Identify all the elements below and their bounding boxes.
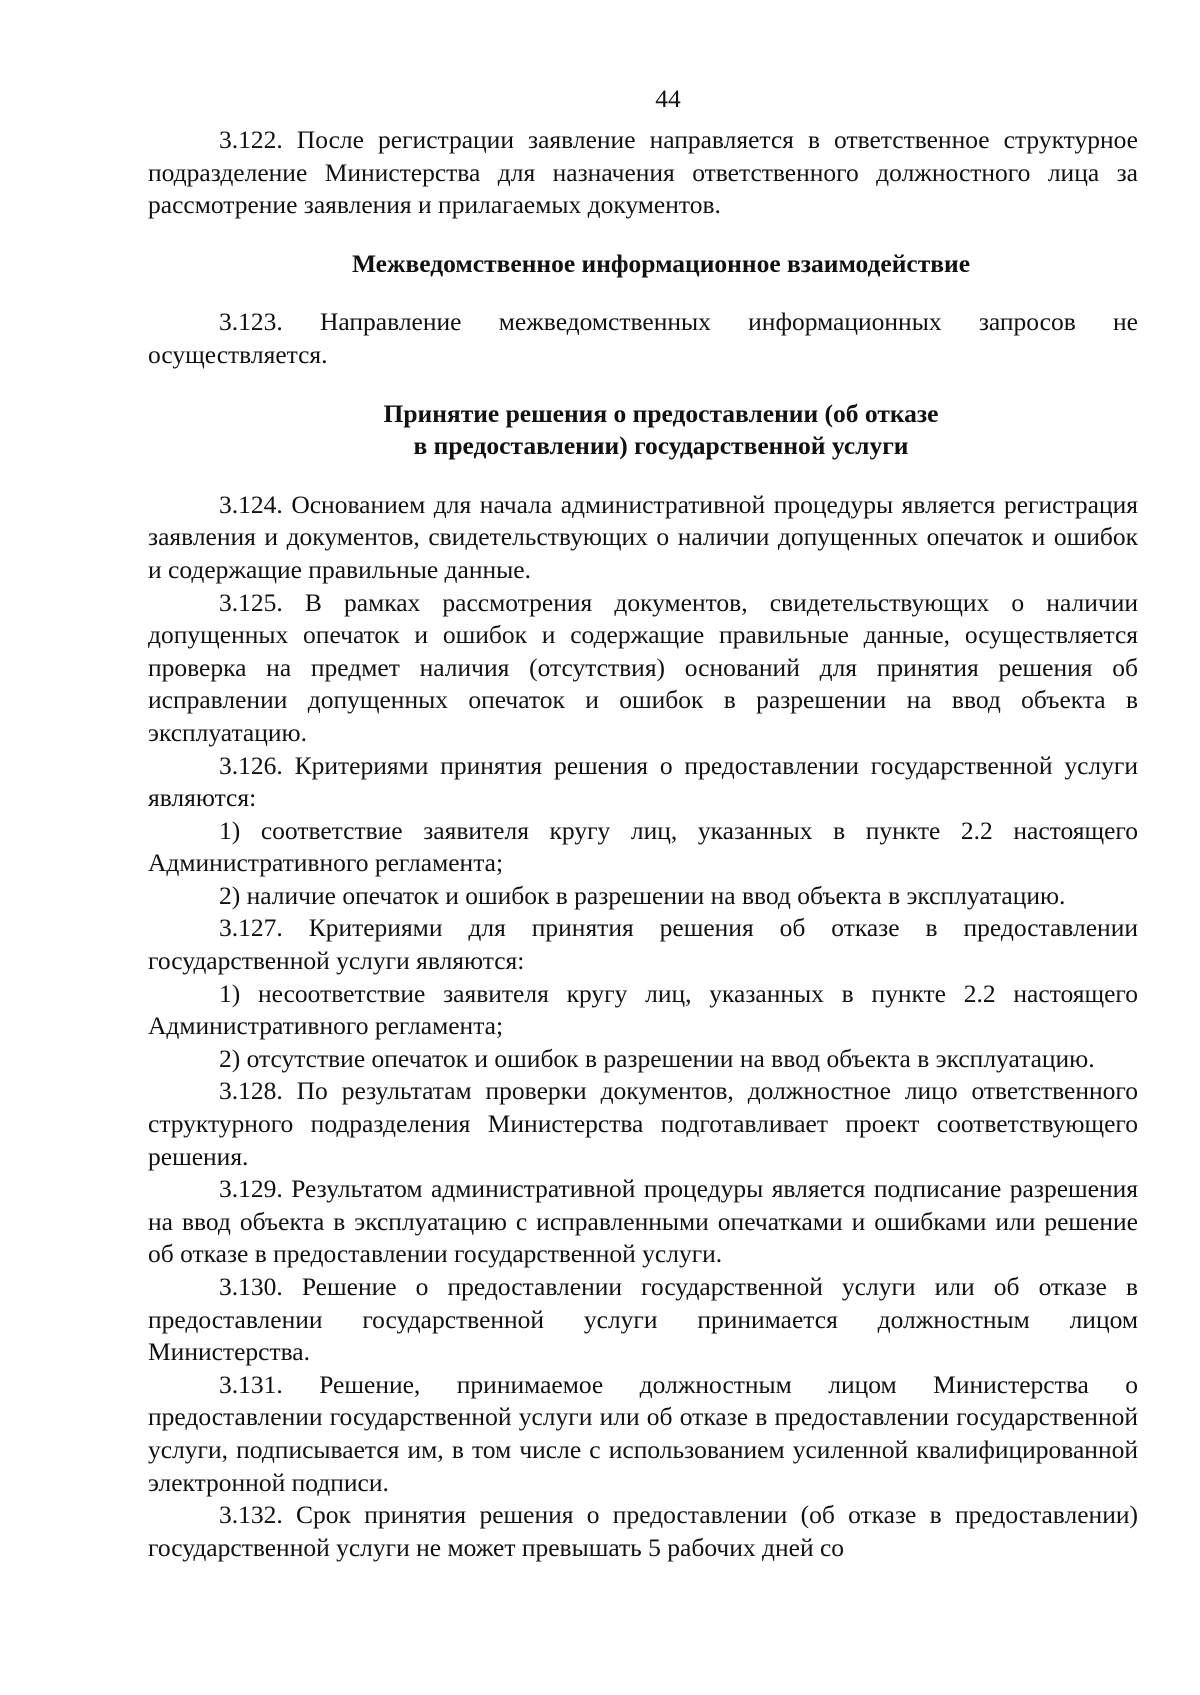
list-item-3-126-1: 1) соответствие заявителя кругу лиц, указанных в пункте 2.2 настоящего Административного регламента; (148, 815, 1138, 878)
heading-line: Межведомственное информационное взаимодействие (351, 248, 971, 278)
page-number: 44 (655, 84, 681, 113)
list-item-3-127-1: 1) несоответствие заявителя кругу лиц, указанных в пункте 2.2 настоящего Административного регламента; (148, 978, 1138, 1041)
heading-line-2: в предоставлении) государственной услуги (413, 431, 909, 461)
paragraph-3-127: 3.127. Критериями для принятия решения об отказе в предоставлении государственной услуги являются: (148, 913, 1138, 976)
paragraph-3-130: 3.130. Решение о предоставлении государственной услуги или об отказе в предоставлении государственной услуги принимается должностным лицом Министерства. (148, 1272, 1138, 1367)
spacer (148, 222, 1138, 248)
paragraph-3-123: 3.123. Направление межведомственных информационных запросов не осуществляется. (148, 307, 1138, 369)
list-item-3-127-2: 2) отсутствие опечаток и ошибок в разрешении на ввод объекта в эксплуатацию. (219, 1043, 1095, 1073)
spacer (148, 280, 1138, 306)
paragraph-3-128: 3.128. По результатам проверки документов, должностное лицо ответственного структурного подразделения Министерства подготавливает проект соответствующего решения. (148, 1076, 1138, 1171)
paragraph-3-122: 3.122. После регистрации заявление направляется в ответственное структурное подразделение Министерства для назначения ответственного должностного лица за рассмотрение заявления и прилагаемых документов. (148, 125, 1138, 220)
paragraph-3-126: 3.126. Критериями принятия решения о предоставлении государственной услуги являются: (148, 750, 1138, 813)
spacer (148, 372, 1138, 398)
paragraph-3-131: 3.131. Решение, принимаемое должностным лицом Министерства о предоставлении государственной услуги или об отказе в предоставлении государственной услуги, подписывается им, в том числе с использованием усиленной квалифицированной электронной подписи. (148, 1369, 1138, 1497)
spacer (148, 463, 1138, 489)
section-heading-interagency (148, 248, 1138, 281)
paragraph-3-132: 3.132. Срок принятия решения о предоставлении (об отказе в предоставлении) государственной услуги не может превышать 5 рабочих дней со (148, 1500, 1138, 1562)
section-heading-decision (148, 398, 1138, 463)
paragraph-3-125: 3.125. В рамках рассмотрения документов, свидетельствующих о наличии допущенных опечаток и ошибок и содержащие правильные данные, осуществляется проверка на предмет наличия (отсутствия) оснований для принятия решения об исправлении допущенных опечаток и ошибок в разрешении на ввод объекта в эксплуатацию. (148, 587, 1138, 747)
paragraph-3-124: 3.124. Основанием для начала административной процедуры является регистрация заявления и документов, свидетельствующих о наличии допущенных опечаток и ошибок и содержащие правильные данные. (148, 489, 1138, 584)
paragraph-3-129: 3.129. Результатом административной процедуры является подписание разрешения на ввод объекта в эксплуатацию с исправленными опечатками и ошибками или решение об отказе в предоставлении государственной услуги. (148, 1174, 1138, 1269)
heading-line-1: Принятие решения о предоставлении (об отказе (383, 398, 939, 428)
list-item-3-126-2: 2) наличие опечаток и ошибок в разрешении на ввод объекта в эксплуатацию. (219, 880, 1066, 910)
